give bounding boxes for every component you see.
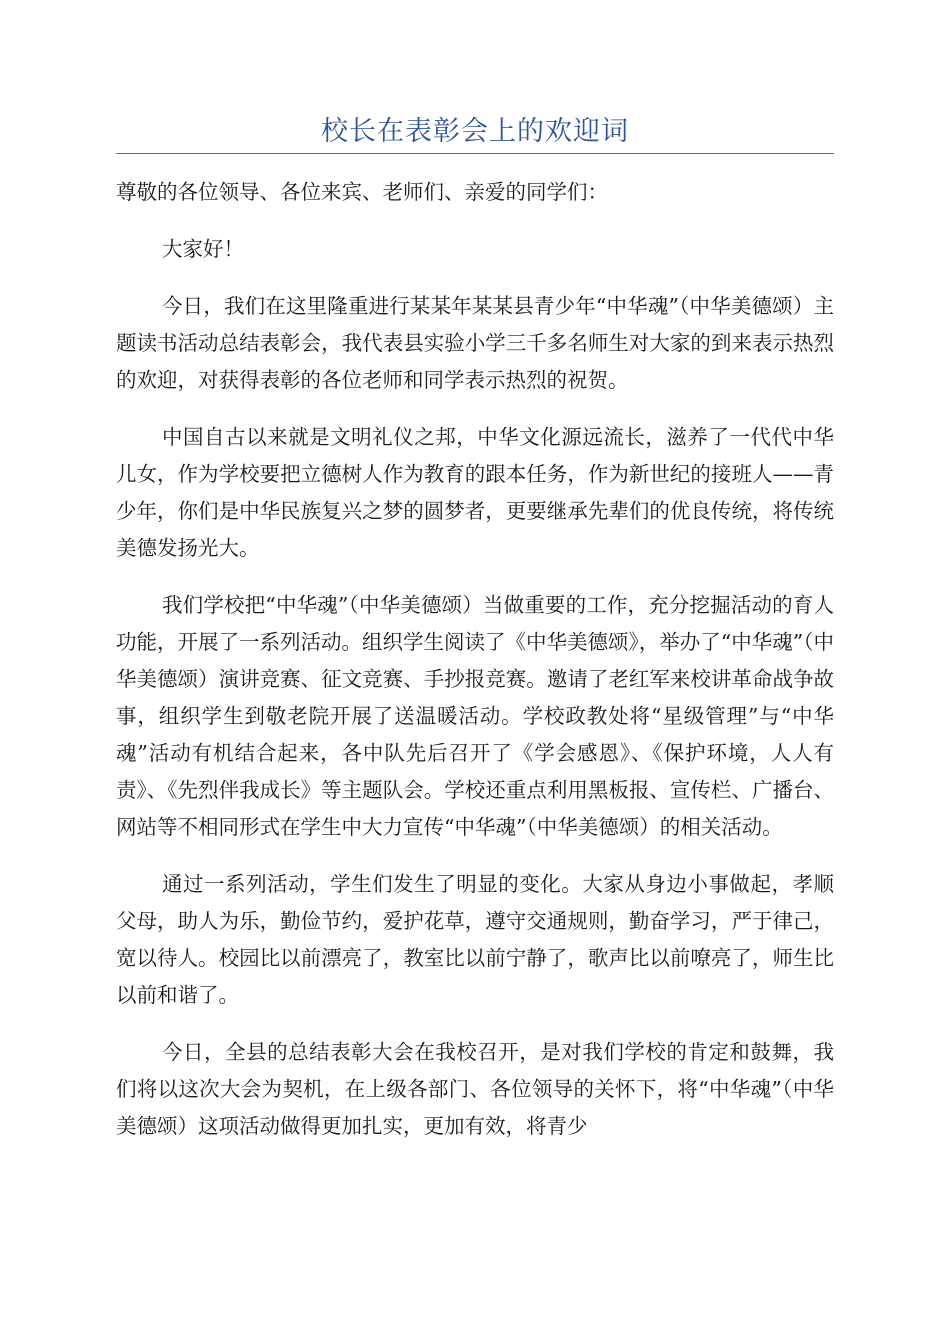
- page-title: 校长在表彰会上的欢迎词: [321, 116, 629, 147]
- greeting-paragraph: 大家好！: [162, 237, 244, 261]
- body-paragraph: 通过一系列活动，学生们发生了明显的变化。大家从身边小事做起，孝顺父母，助人为乐，勤俭节约，爱护花草，遵守交通规则，勤奋学习，严于律己，宽以待人。校园比以前漂亮了，教室比以前宁静了，歌声比以前嘹亮了，师生比以前和谐了。: [116, 872, 834, 1007]
- body-paragraph: 今日，全县的总结表彰大会在我校召开，是对我们学校的肯定和鼓舞，我们将以这次大会为契机，在上级各部门、各位领导的关怀下，将“中华魂”（中华美德颂）这项活动做得更加扎实，更加有效，将青少: [116, 1040, 834, 1138]
- document-body: [116, 174, 834, 1165]
- salutation-paragraph: 尊敬的各位领导、各位来宾、老师们、亲爱的同学们：: [116, 180, 608, 204]
- body-paragraph: 我们学校把“中华魂”（中华美德颂）当做重要的工作，充分挖掘活动的育人功能，开展了一系列活动。组织学生阅读了《中华美德颂》，举办了“中华魂”（中华美德颂）演讲竞赛、征文竞赛、手抄报竞赛。邀请了老红军来校讲革命战争故事，组织学生到敬老院开展了送温暖活动。学校政教处将“星级管理”与“中华魂”活动有机结合起来，各中队先后召开了《学会感恩》、《保护环境，人人有责》、《先烈伴我成长》等主题队会。学校还重点利用黑板报、宣传栏、广播台、网站等不相同形式在学生中大力宣传“中华魂”（中华美德颂）的相关活动。: [116, 593, 834, 839]
- title-underline: [116, 153, 834, 154]
- body-paragraph: 今日，我们在这里隆重进行某某年某某县青少年“中华魂”（中华美德颂）主题读书活动总结表彰会，我代表县实验小学三千多名师生对大家的到来表示热烈的欢迎，对获得表彰的各位老师和同学表示热烈的祝贺。: [116, 294, 834, 392]
- body-paragraph: 中国自古以来就是文明礼仪之邦，中华文化源远流长，滋养了一代代中华儿女，作为学校要把立德树人作为教育的跟本任务，作为新世纪的接班人——青少年，你们是中华民族复兴之梦的圆梦者，更要继承先辈们的优良传统，将传统美德发扬光大。: [116, 425, 834, 560]
